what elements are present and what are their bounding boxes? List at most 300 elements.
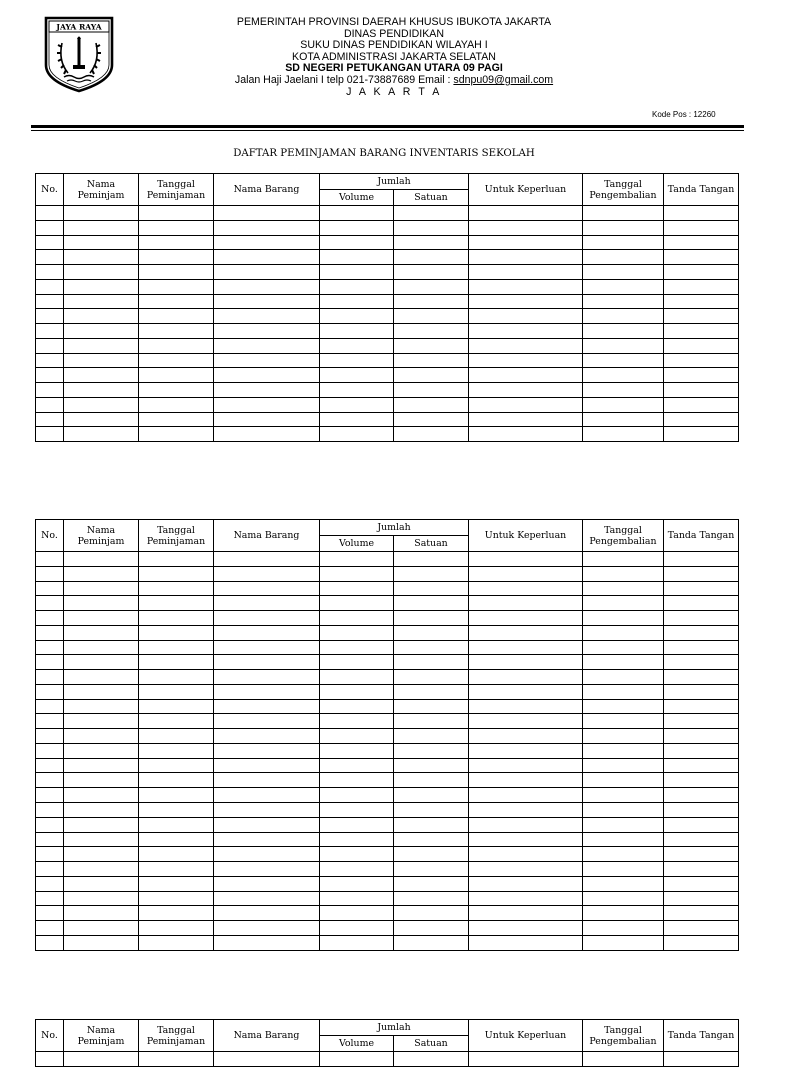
table-cell[interactable]: [36, 714, 64, 729]
table-cell[interactable]: [64, 397, 139, 412]
table-cell[interactable]: [320, 847, 394, 862]
table-cell[interactable]: [36, 684, 64, 699]
table-cell[interactable]: [394, 906, 469, 921]
table-cell[interactable]: [36, 596, 64, 611]
table-cell[interactable]: [320, 383, 394, 398]
table-cell[interactable]: [214, 729, 320, 744]
table-cell[interactable]: [664, 876, 739, 891]
table-cell[interactable]: [583, 921, 664, 936]
table-cell[interactable]: [469, 758, 583, 773]
table-cell[interactable]: [139, 611, 214, 626]
table-cell[interactable]: [320, 625, 394, 640]
table-cell[interactable]: [320, 279, 394, 294]
table-cell[interactable]: [214, 220, 320, 235]
table-cell[interactable]: [394, 817, 469, 832]
table-cell[interactable]: [64, 566, 139, 581]
table-cell[interactable]: [214, 1052, 320, 1067]
table-cell[interactable]: [139, 235, 214, 250]
table-cell[interactable]: [664, 803, 739, 818]
table-cell[interactable]: [469, 324, 583, 339]
table-cell[interactable]: [214, 862, 320, 877]
table-cell[interactable]: [394, 294, 469, 309]
table-cell[interactable]: [469, 596, 583, 611]
table-cell[interactable]: [394, 596, 469, 611]
table-cell[interactable]: [214, 817, 320, 832]
table-cell[interactable]: [320, 250, 394, 265]
table-cell[interactable]: [36, 383, 64, 398]
table-cell[interactable]: [214, 206, 320, 221]
table-cell[interactable]: [394, 383, 469, 398]
table-cell[interactable]: [214, 921, 320, 936]
table-cell[interactable]: [320, 743, 394, 758]
table-cell[interactable]: [320, 699, 394, 714]
table-cell[interactable]: [664, 655, 739, 670]
table-cell[interactable]: [36, 788, 64, 803]
table-cell[interactable]: [394, 891, 469, 906]
table-cell[interactable]: [394, 427, 469, 442]
table-cell[interactable]: [583, 640, 664, 655]
table-cell[interactable]: [36, 625, 64, 640]
table-cell[interactable]: [320, 862, 394, 877]
table-cell[interactable]: [469, 412, 583, 427]
table-cell[interactable]: [583, 714, 664, 729]
table-cell[interactable]: [64, 891, 139, 906]
table-cell[interactable]: [469, 309, 583, 324]
table-cell[interactable]: [64, 596, 139, 611]
table-cell[interactable]: [64, 803, 139, 818]
table-cell[interactable]: [36, 581, 64, 596]
table-cell[interactable]: [320, 324, 394, 339]
table-cell[interactable]: [469, 581, 583, 596]
table-cell[interactable]: [583, 397, 664, 412]
table-cell[interactable]: [36, 206, 64, 221]
table-cell[interactable]: [394, 1052, 469, 1067]
table-cell[interactable]: [64, 412, 139, 427]
table-cell[interactable]: [394, 220, 469, 235]
table-cell[interactable]: [64, 235, 139, 250]
table-cell[interactable]: [583, 427, 664, 442]
table-cell[interactable]: [583, 338, 664, 353]
table-cell[interactable]: [664, 817, 739, 832]
table-cell[interactable]: [394, 309, 469, 324]
table-cell[interactable]: [36, 235, 64, 250]
table-cell[interactable]: [583, 596, 664, 611]
table-cell[interactable]: [36, 397, 64, 412]
table-cell[interactable]: [36, 611, 64, 626]
table-cell[interactable]: [394, 729, 469, 744]
table-cell[interactable]: [394, 847, 469, 862]
table-cell[interactable]: [64, 250, 139, 265]
table-cell[interactable]: [64, 640, 139, 655]
table-cell[interactable]: [64, 670, 139, 685]
table-cell[interactable]: [583, 611, 664, 626]
table-cell[interactable]: [583, 758, 664, 773]
table-cell[interactable]: [64, 684, 139, 699]
table-cell[interactable]: [214, 383, 320, 398]
table-cell[interactable]: [214, 265, 320, 280]
table-cell[interactable]: [394, 338, 469, 353]
table-cell[interactable]: [214, 552, 320, 567]
table-cell[interactable]: [583, 368, 664, 383]
table-cell[interactable]: [36, 817, 64, 832]
table-cell[interactable]: [139, 625, 214, 640]
table-cell[interactable]: [320, 729, 394, 744]
email-link[interactable]: sdnpu09@gmail.com: [453, 73, 554, 86]
table-cell[interactable]: [36, 353, 64, 368]
table-cell[interactable]: [583, 353, 664, 368]
table-cell[interactable]: [583, 279, 664, 294]
table-cell[interactable]: [36, 832, 64, 847]
table-cell[interactable]: [469, 220, 583, 235]
table-cell[interactable]: [394, 235, 469, 250]
table-cell[interactable]: [36, 670, 64, 685]
table-cell[interactable]: [664, 220, 739, 235]
table-cell[interactable]: [394, 625, 469, 640]
table-cell[interactable]: [664, 743, 739, 758]
table-cell[interactable]: [139, 427, 214, 442]
table-cell[interactable]: [320, 906, 394, 921]
table-cell[interactable]: [469, 1052, 583, 1067]
table-cell[interactable]: [583, 699, 664, 714]
table-cell[interactable]: [64, 817, 139, 832]
table-cell[interactable]: [664, 250, 739, 265]
table-cell[interactable]: [394, 862, 469, 877]
table-cell[interactable]: [64, 655, 139, 670]
table-cell[interactable]: [469, 935, 583, 950]
table-cell[interactable]: [583, 552, 664, 567]
table-cell[interactable]: [320, 788, 394, 803]
table-cell[interactable]: [64, 625, 139, 640]
table-cell[interactable]: [64, 699, 139, 714]
table-cell[interactable]: [583, 566, 664, 581]
table-cell[interactable]: [139, 294, 214, 309]
table-cell[interactable]: [214, 368, 320, 383]
table-cell[interactable]: [583, 862, 664, 877]
table-cell[interactable]: [214, 397, 320, 412]
table-cell[interactable]: [64, 368, 139, 383]
table-cell[interactable]: [583, 847, 664, 862]
table-cell[interactable]: [139, 220, 214, 235]
table-cell[interactable]: [320, 640, 394, 655]
table-cell[interactable]: [394, 758, 469, 773]
table-cell[interactable]: [139, 773, 214, 788]
table-cell[interactable]: [320, 294, 394, 309]
table-cell[interactable]: [664, 353, 739, 368]
table-cell[interactable]: [214, 773, 320, 788]
table-cell[interactable]: [139, 788, 214, 803]
table-cell[interactable]: [583, 309, 664, 324]
table-cell[interactable]: [139, 309, 214, 324]
table-cell[interactable]: [64, 758, 139, 773]
table-cell[interactable]: [664, 773, 739, 788]
table-cell[interactable]: [664, 581, 739, 596]
table-cell[interactable]: [664, 670, 739, 685]
table-cell[interactable]: [583, 206, 664, 221]
table-cell[interactable]: [469, 235, 583, 250]
table-cell[interactable]: [139, 891, 214, 906]
table-cell[interactable]: [139, 1052, 214, 1067]
table-cell[interactable]: [36, 294, 64, 309]
table-cell[interactable]: [36, 250, 64, 265]
table-cell[interactable]: [469, 906, 583, 921]
table-cell[interactable]: [139, 670, 214, 685]
table-cell[interactable]: [320, 891, 394, 906]
table-cell[interactable]: [320, 611, 394, 626]
table-cell[interactable]: [394, 876, 469, 891]
table-cell[interactable]: [394, 206, 469, 221]
table-cell[interactable]: [36, 729, 64, 744]
table-cell[interactable]: [64, 427, 139, 442]
table-cell[interactable]: [469, 427, 583, 442]
table-cell[interactable]: [664, 625, 739, 640]
table-cell[interactable]: [36, 566, 64, 581]
table-cell[interactable]: [583, 891, 664, 906]
table-cell[interactable]: [583, 265, 664, 280]
table-cell[interactable]: [36, 921, 64, 936]
table-cell[interactable]: [394, 921, 469, 936]
table-cell[interactable]: [320, 309, 394, 324]
table-cell[interactable]: [139, 935, 214, 950]
table-cell[interactable]: [214, 640, 320, 655]
table-cell[interactable]: [214, 847, 320, 862]
table-cell[interactable]: [214, 412, 320, 427]
table-cell[interactable]: [214, 655, 320, 670]
table-cell[interactable]: [469, 862, 583, 877]
table-cell[interactable]: [394, 935, 469, 950]
table-cell[interactable]: [214, 625, 320, 640]
table-cell[interactable]: [664, 684, 739, 699]
table-cell[interactable]: [664, 206, 739, 221]
table-cell[interactable]: [214, 235, 320, 250]
table-cell[interactable]: [64, 220, 139, 235]
table-cell[interactable]: [664, 758, 739, 773]
table-cell[interactable]: [139, 906, 214, 921]
table-cell[interactable]: [469, 891, 583, 906]
table-cell[interactable]: [36, 891, 64, 906]
table-cell[interactable]: [664, 265, 739, 280]
table-cell[interactable]: [36, 655, 64, 670]
table-cell[interactable]: [214, 876, 320, 891]
table-cell[interactable]: [394, 265, 469, 280]
table-cell[interactable]: [214, 891, 320, 906]
table-cell[interactable]: [320, 552, 394, 567]
table-cell[interactable]: [583, 817, 664, 832]
table-cell[interactable]: [214, 803, 320, 818]
table-cell[interactable]: [320, 427, 394, 442]
table-cell[interactable]: [664, 338, 739, 353]
table-cell[interactable]: [394, 714, 469, 729]
table-cell[interactable]: [64, 906, 139, 921]
table-cell[interactable]: [320, 803, 394, 818]
table-cell[interactable]: [36, 935, 64, 950]
table-cell[interactable]: [469, 383, 583, 398]
table-cell[interactable]: [64, 935, 139, 950]
table-cell[interactable]: [664, 279, 739, 294]
table-cell[interactable]: [320, 220, 394, 235]
table-cell[interactable]: [139, 581, 214, 596]
table-cell[interactable]: [214, 427, 320, 442]
table-cell[interactable]: [394, 581, 469, 596]
table-cell[interactable]: [139, 353, 214, 368]
table-cell[interactable]: [664, 235, 739, 250]
table-cell[interactable]: [320, 265, 394, 280]
table-cell[interactable]: [583, 773, 664, 788]
table-cell[interactable]: [64, 847, 139, 862]
table-cell[interactable]: [214, 596, 320, 611]
table-cell[interactable]: [139, 803, 214, 818]
table-cell[interactable]: [139, 699, 214, 714]
table-cell[interactable]: [214, 684, 320, 699]
table-cell[interactable]: [139, 862, 214, 877]
table-cell[interactable]: [320, 235, 394, 250]
table-cell[interactable]: [469, 566, 583, 581]
table-cell[interactable]: [214, 743, 320, 758]
table-cell[interactable]: [394, 788, 469, 803]
table-cell[interactable]: [469, 729, 583, 744]
table-cell[interactable]: [139, 596, 214, 611]
table-cell[interactable]: [64, 714, 139, 729]
table-cell[interactable]: [583, 876, 664, 891]
table-cell[interactable]: [320, 817, 394, 832]
table-cell[interactable]: [214, 788, 320, 803]
table-cell[interactable]: [583, 383, 664, 398]
table-cell[interactable]: [664, 309, 739, 324]
table-cell[interactable]: [139, 324, 214, 339]
table-cell[interactable]: [583, 235, 664, 250]
table-cell[interactable]: [320, 684, 394, 699]
table-cell[interactable]: [664, 921, 739, 936]
table-cell[interactable]: [469, 817, 583, 832]
table-cell[interactable]: [139, 921, 214, 936]
table-cell[interactable]: [214, 353, 320, 368]
table-cell[interactable]: [64, 206, 139, 221]
table-cell[interactable]: [320, 773, 394, 788]
table-cell[interactable]: [214, 832, 320, 847]
table-cell[interactable]: [320, 935, 394, 950]
table-cell[interactable]: [583, 906, 664, 921]
table-cell[interactable]: [664, 729, 739, 744]
table-cell[interactable]: [469, 368, 583, 383]
table-cell[interactable]: [469, 279, 583, 294]
table-cell[interactable]: [664, 640, 739, 655]
table-cell[interactable]: [469, 397, 583, 412]
table-cell[interactable]: [664, 862, 739, 877]
table-cell[interactable]: [320, 670, 394, 685]
table-cell[interactable]: [583, 803, 664, 818]
table-cell[interactable]: [36, 309, 64, 324]
table-cell[interactable]: [394, 684, 469, 699]
table-cell[interactable]: [214, 294, 320, 309]
table-cell[interactable]: [139, 640, 214, 655]
table-cell[interactable]: [664, 596, 739, 611]
table-cell[interactable]: [469, 743, 583, 758]
table-cell[interactable]: [664, 427, 739, 442]
table-cell[interactable]: [139, 412, 214, 427]
table-cell[interactable]: [139, 566, 214, 581]
table-cell[interactable]: [36, 906, 64, 921]
table-cell[interactable]: [469, 699, 583, 714]
table-cell[interactable]: [139, 368, 214, 383]
table-cell[interactable]: [139, 250, 214, 265]
table-cell[interactable]: [664, 324, 739, 339]
table-cell[interactable]: [36, 862, 64, 877]
table-cell[interactable]: [139, 206, 214, 221]
table-cell[interactable]: [469, 714, 583, 729]
table-cell[interactable]: [64, 1052, 139, 1067]
table-cell[interactable]: [36, 279, 64, 294]
table-cell[interactable]: [139, 338, 214, 353]
table-cell[interactable]: [664, 1052, 739, 1067]
table-cell[interactable]: [394, 353, 469, 368]
table-cell[interactable]: [36, 265, 64, 280]
table-cell[interactable]: [320, 412, 394, 427]
table-cell[interactable]: [583, 743, 664, 758]
table-cell[interactable]: [394, 552, 469, 567]
table-cell[interactable]: [394, 803, 469, 818]
table-cell[interactable]: [64, 729, 139, 744]
table-cell[interactable]: [214, 714, 320, 729]
table-cell[interactable]: [320, 596, 394, 611]
table-cell[interactable]: [583, 250, 664, 265]
table-cell[interactable]: [64, 743, 139, 758]
table-cell[interactable]: [664, 397, 739, 412]
table-cell[interactable]: [583, 412, 664, 427]
table-cell[interactable]: [139, 397, 214, 412]
table-cell[interactable]: [664, 294, 739, 309]
table-cell[interactable]: [583, 788, 664, 803]
table-cell[interactable]: [469, 294, 583, 309]
table-cell[interactable]: [214, 581, 320, 596]
table-cell[interactable]: [320, 566, 394, 581]
table-cell[interactable]: [583, 655, 664, 670]
table-cell[interactable]: [469, 611, 583, 626]
table-cell[interactable]: [394, 397, 469, 412]
table-cell[interactable]: [469, 625, 583, 640]
table-cell[interactable]: [583, 294, 664, 309]
table-cell[interactable]: [139, 552, 214, 567]
table-cell[interactable]: [36, 427, 64, 442]
table-cell[interactable]: [36, 220, 64, 235]
table-cell[interactable]: [664, 383, 739, 398]
table-cell[interactable]: [139, 655, 214, 670]
table-cell[interactable]: [139, 832, 214, 847]
table-cell[interactable]: [664, 788, 739, 803]
table-cell[interactable]: [583, 581, 664, 596]
table-cell[interactable]: [36, 338, 64, 353]
table-cell[interactable]: [469, 773, 583, 788]
table-cell[interactable]: [64, 862, 139, 877]
table-cell[interactable]: [64, 294, 139, 309]
table-cell[interactable]: [320, 1052, 394, 1067]
table-cell[interactable]: [214, 611, 320, 626]
table-cell[interactable]: [469, 788, 583, 803]
table-cell[interactable]: [664, 552, 739, 567]
table-cell[interactable]: [320, 832, 394, 847]
table-cell[interactable]: [214, 309, 320, 324]
table-cell[interactable]: [64, 552, 139, 567]
table-cell[interactable]: [469, 670, 583, 685]
table-cell[interactable]: [469, 640, 583, 655]
table-cell[interactable]: [139, 279, 214, 294]
table-cell[interactable]: [214, 758, 320, 773]
table-cell[interactable]: [394, 611, 469, 626]
table-cell[interactable]: [36, 640, 64, 655]
table-cell[interactable]: [139, 743, 214, 758]
table-cell[interactable]: [320, 876, 394, 891]
table-cell[interactable]: [469, 832, 583, 847]
table-cell[interactable]: [36, 699, 64, 714]
table-cell[interactable]: [320, 714, 394, 729]
